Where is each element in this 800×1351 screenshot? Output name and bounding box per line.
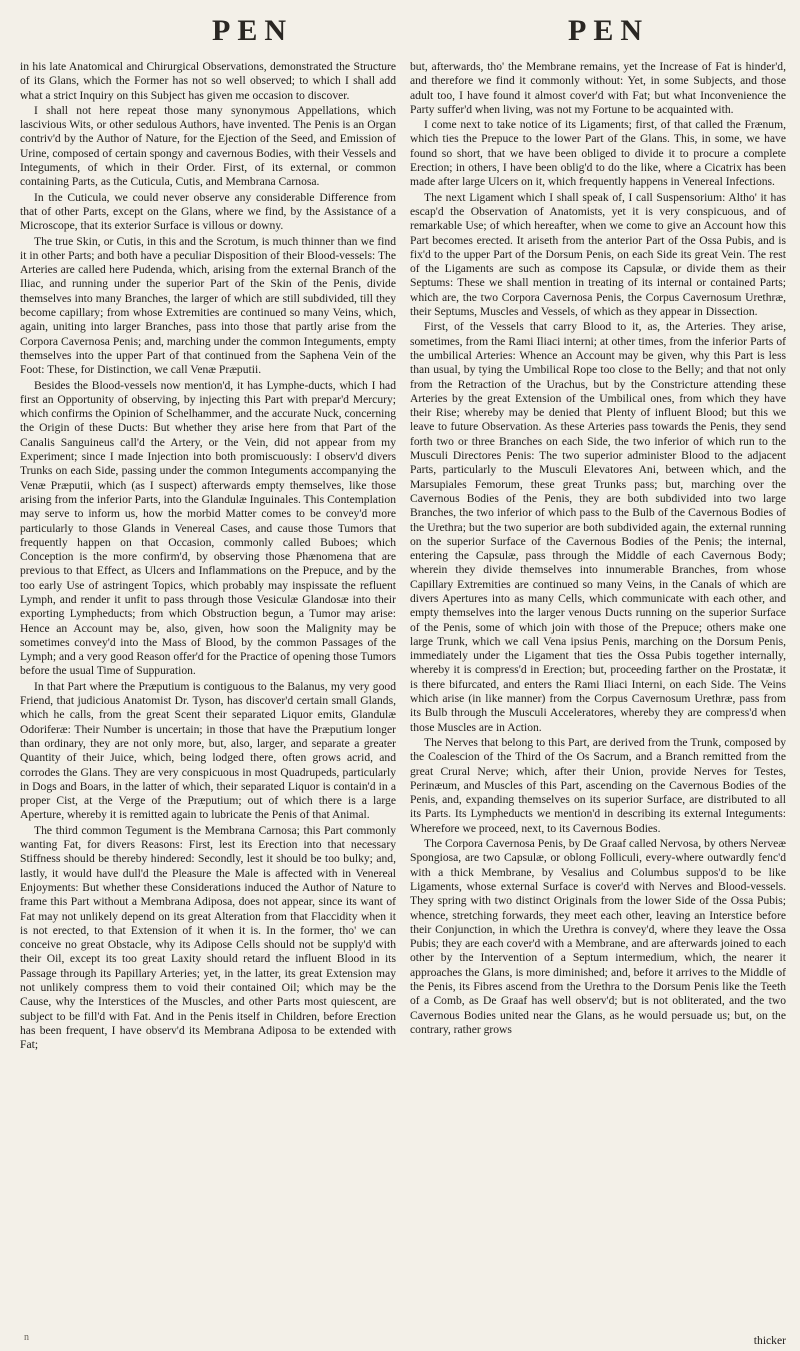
paragraph: The Nerves that belong to this Part, are derived from the Trunk, composed by the Coalescion of the Third of the Os Sacrum, and a Branch remitted from the great Crural Nerve; which, after their Union, provide Nerves for Testes, Perinæum, and Muscles of this Part, ascending on the Cavernous Bodies of the Penis, and, expanding themselves on its superior Surface, are distributed to all its Parts. Its Lympheducts we mention'd in describing its external Integuments: Wherefore we proceed, next, to its Cavernous Bodies. bbox=[410, 735, 786, 835]
paragraph: but, afterwards, tho' the Membrane remains, yet the Increase of Fat is hinder'd, and therefore we find it commonly without: Yet, in some Subjects, and those adult too, I have found it almost cover'd with Fat; but what Inconvenience the Party suffer'd when living, was not my Fortune to be acquainted with. bbox=[410, 60, 786, 116]
paragraph: The third common Tegument is the Membrana Carnosa; this Part commonly wanting Fat, for divers Reasons: First, lest its Erection into that necessary Stiffness should be thereby hindered: Secondly, lest it should be too bulky; and, lastly, it would have dull'd the Pleasure the Male is affected with in Venereal Enjoyments: But whether these Considerations induced the Author of Nature to frame this Part without a Membrana Adiposa, does not appear, since its want of Fat may not unlikely depend on its great Alteration from that Flaccidity when it is not erected, to that Extension of it when it is. In the former, tho' we can conceive no great Obstacle, why its Adipose Cells should not be supply'd with their Oil, except its too great Laxity should retard the influent Blood in its Passage through its Papillary Arteries; yet, in the latter, its great Extension may not unlikely compress them to void their contained Oil; which may be the Cause, why the Interstices of the Muscles, and other Parts most quiescent, are subject to be fill'd with Fat. And in the Penis itself in Children, before Erection has been frequent, I have observ'd its Membrana Adiposa to be extended with Fat; bbox=[20, 823, 396, 1052]
text-columns bbox=[20, 60, 786, 1346]
signature-mark: n bbox=[24, 1332, 29, 1343]
paragraph: In that Part where the Præputium is contiguous to the Balanus, my very good Friend, that judicious Anatomist Dr. Tyson, has discover'd certain small Glands, which he calls, from the great Scent their separated Liquor emits, Glandulæ Odoriferæ: Their Number is uncertain; in those that have the Præputium longer than ordinary, they are not only more, but, also, larger, and separate a greater Quantity of their Juice, which, being lodged there, often grows acrid, and corrodes the Glans. They are very conspicuous in most Quadrupeds, particularly in Dogs and Boars, in the latter of which, their separated Liquor is contain'd in a proper Cist, at the Verge of the Præputium; out of which there is a large Aperture, whereby it is remitted again to lubricate the Penis of that Animal. bbox=[20, 679, 396, 822]
paragraph: The next Ligament which I shall speak of, I call Suspensorium: Altho' it has escap'd the Observation of Anatomists, yet it is very conspicuous, and of remarkable Use; of which hereafter, when we come to give an Account how this Part becomes erected. It ariseth from the anterior Part of the Ossa Pubis, and is fix'd to the upper Part of the Dorsum Penis, on each Side its great Vein. The rest of the Ligaments are such as compose its Capsulæ, or divide them as their Septums: These we shall mention in treating of its internal or contained Parts; which are, the two Corpora Cavernosa Penis, the Corpus Cavernosum Urethræ, their Septums, Muscles and Vessels, of which as they appear in Dissection. bbox=[410, 190, 786, 319]
paragraph: The Corpora Cavernosa Penis, by De Graaf called Nervosa, by others Nerveæ Spongiosa, are two Capsulæ, or oblong Folliculi, every-where outwardly fenc'd with a thick Membrane, by Vesalius and Columbus suppos'd to be like Ligaments, whose external Surface is cover'd with Nerves and Blood-vessels. They spring with two distinct Originals from the lower Side of the Ossa Pubis; whence, stretching forwards, they meet each other, leaving an Interstice before their Conjunction, in which the Urethra is convey'd, where they leave the Ossa Pubis; they are each cover'd with a Membrane, and are afterwards joined to each other by the Intervention of a Septum intermedium, which, the nearer it approaches the Glans, is more diminished; and, before it arrives to the Middle of the Penis, its Fibres ascend from the Urethra to the Dorsum Penis like the Teeth of a Comb, as De Graaf has well observ'd; but is not obliterated, and the two Cavernous Bodies united near the Glans, as he would persuade us; but, on the contrary, rather grows bbox=[410, 837, 786, 1036]
page-header bbox=[20, 8, 786, 60]
catchword: thicker bbox=[753, 1334, 786, 1347]
left-column bbox=[20, 60, 396, 1346]
paragraph: First, of the Vessels that carry Blood to it, as, the Arteries. They arise, sometimes, from the Rami Iliaci interni; at other times, from the inferior Parts of the umbilical Arteries: Whence an Account may be given, why this Part is less than usual, by tying the Umbilical Rope too close to the Belly; and that not only from the Retraction of the Urachus, but by the Constricture attending these Arteries by the great Extension of the Umbilical ones, from which they have their Rise; whereby may be denied that Plenty of influent Blood; but this we leave to future Observation. As these Arteries pass towards the Penis, they send forth two or three Branches on each Side, the two inferior of which run to the Musculi Directores Penis: The two superior administer Blood to the adjacent Parts, particularly to the Musculi Elevatores Ani, between which, and the Marsupiales Femorum, these great Trunks pass; but, marching over the Cavernous Bodies of the Penis, they are both subdivided into two large Branches, the two inferior of which pass to the Bulb of the Cavernous Bodies of the Urethra; but the two superior are both subdivided again, the external running on the superior Surface of the Cavernous Bodies of the Penis; the internal, entering the Capsulæ, pass through the Middle of each Cavernous Body; wherein they divide themselves into innumerable Branches, from whose Capillary Extremities are continued so many Veins, in the Canals of which are divers Apertures into as many Cells, which communicate with each other, and empty themselves into the larger venous Ducts running on the superior Surface of the Penis, some of which join with those of the Prepuce; others make one large Trunk, which we call Vena ipsius Penis, marching on the Dorsum Penis, immediately under the Ligament that ties the Ossa Pubis together internally, whereby it is compress'd in Erection; but, proceeding farther on the Prostatæ, it is there bifurcated, and enters the Rami Iliaci Interni, on each Side. The Veins which arise (in like manner) from the Corpus Cavernosum Urethræ, pass from its Bulb through the Musculi Acceleratores, whereby they are compress'd when those Muscles are in Action. bbox=[410, 320, 786, 734]
paragraph: In the Cuticula, we could never observe any considerable Difference from that of other Parts, except on the Glans, where we find, by the Assistance of a Microscope, that its exterior Surface is villous or downy. bbox=[20, 190, 396, 233]
paragraph: The true Skin, or Cutis, in this and the Scrotum, is much thinner than we find it in other Parts; and both have a peculiar Disposition of their Blood-vessels: The Arteries are called here Pudenda, which, arising from the external Branch of the Iliac, and running under the superior Part of the Skin of the Penis, divide themselves into many Branches, the larger of which are still subdivided, till they become capillary; from whose Extremities are continued so many Veins, which, again, uniting into larger Branches, pass into those that partly arise from the Corpora Cavernosa Penis; and, marching under the common Integuments, empty themselves into the upper Part of that continued from the Saphena Vein of the Foot: These, for Distinction, we call Venæ Præputii. bbox=[20, 234, 396, 377]
running-head-right: PEN bbox=[568, 14, 649, 47]
paragraph: I come next to take notice of its Ligaments; first, of that called the Frænum, which ties the Prepuce to the lower Part of the Glans. This, in some, we have found so short, that we have been obliged to divide it to procure a complete Erection; in others, I have been oblig'd to do the like, where a Cicatrix has been made after large Ulcers on it, which frequently happens in Venereal Infections. bbox=[410, 118, 786, 189]
right-column bbox=[410, 60, 786, 1346]
paragraph: I shall not here repeat those many synonymous Appellations, which lascivious Wits, or other sedulous Authors, have invented. The Penis is an Organ contriv'd by the Author of Nature, for the Ejection of the Seed, and Emission of Urine, composed of certain spongy and cavernous Bodies, with their Vessels and Integuments, of which in their Order. First, of its external, or common containing Parts, as the Cuticula, Cutis, and Membrana Carnosa. bbox=[20, 103, 396, 189]
paragraph: in his late Anatomical and Chirurgical Observations, demonstrated the Structure of its Glans, which the Former has not so well observed; to which I shall add what a strict Inquiry on this Subject has given me occasion to discover. bbox=[20, 60, 396, 102]
running-head-left: PEN bbox=[212, 14, 293, 47]
paragraph: Besides the Blood-vessels now mention'd, it has Lymphe-ducts, which I had first an Opportunity of observing, by injecting this Part with prepar'd Mercury; which confirms the Opinion of Schelhammer, and the accurate Nuck, concerning the Origin of these Ducts: But whether they arise here from that Part of the Canalis Sanguineus call'd the Artery, or the Vein, did not appear from my Experiment; since I made Injection into both promiscuously: I observ'd divers Trunks on each Side, passing under the common Integuments accompanying the Venæ Præputii, which (as I suspect) afterwards empty themselves, like those arising from the inferior Parts, into the Glandulæ Inguinales. This Contemplation may serve to inform us, how the morbid Matter comes to be convey'd more particularly to those Glands in Venereal Cases, and cause those Tumors that frequently happen on that Occasion, commonly called Buboes; which Conception is the more confirm'd, by observing those Phænomena that are previous to that Effect, as Ulcers and Inflammations on the Prepuce, and by the too early Use of astringent Topics, which probably may inspissate the refluent Lymph, and render it unfit to pass through those Vesiculæ Glandosæ into their exporting Lympheducts; from which Obstruction begun, a Tumor may arise: Hence an Account may be, also, given, how soon the Malignity may be sometimes convey'd into the Mass of Blood, by the common Passages of the Lymph; and a very good Reason offer'd for the Practice of opening those Tumors before the usual Time of Suppuration. bbox=[20, 378, 396, 678]
